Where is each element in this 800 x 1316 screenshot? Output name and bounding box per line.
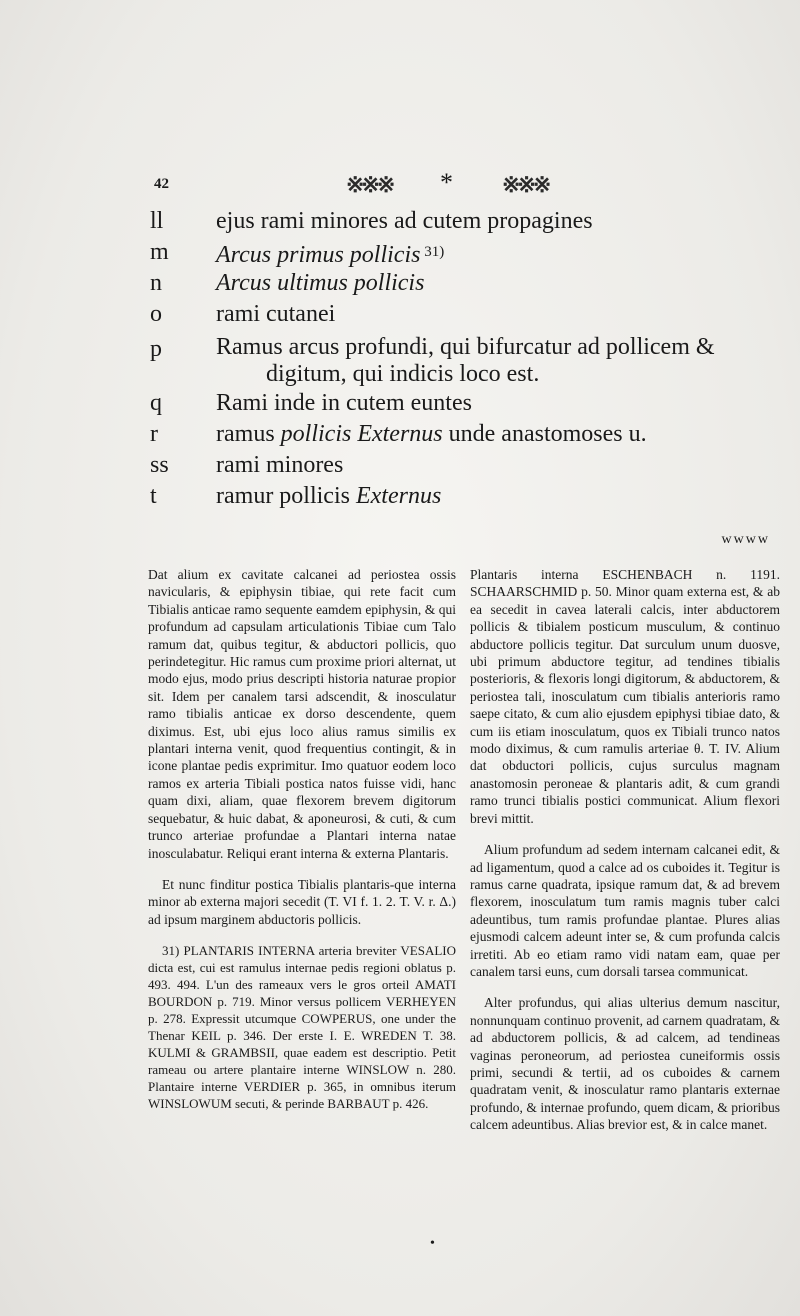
paragraph: Plantaris interna ESCHENBACH n. 1191. SCHAARSCHMID p. 50. Minor quam externa est, & ab ea secedit in cavea laterali calcis, inter abductorem pollicis & tibialem posticum musculum, & continuo abductore pollicis tegitur. Dat surculum unum duosve, ubi primum abductore tegitur, ad tendines tibialis posterioris, & flexoris longi digitorum, & abductorem, & periostea tali, inosculatum cum tibialis anterioris ramo saepe citato, & cum alio ejusdem epiphysi tibiae dato, & cum iis etiam inosculatum, quos ex Tibiali trunco natos modo diximus, & cum ramulis arteriae θ. T. IV. Alium dat obductori pollicis, cujus surculus magnam anastomosin peroneae & plantaris adit, & cum grandi ramo trunci tibialis postici communicat. Alium flexori brevi mittit. — [470, 567, 780, 826]
legend-row — [150, 206, 790, 237]
legend-row — [150, 330, 790, 388]
legend-text: ramus pollicis Externus unde anastomoses u. — [216, 421, 647, 447]
page-number: 42 — [154, 176, 169, 192]
legend-letter: ss — [150, 452, 169, 478]
legend-row — [150, 237, 790, 268]
page-header — [150, 168, 750, 202]
legend-text: Ramus arcus profundi, qui bifurcatur ad pollicem & digitum, qui indicis loco est. — [216, 334, 715, 387]
legend-letter: p — [150, 336, 162, 362]
legend-letter: r — [150, 421, 158, 447]
legend-text: Arcus primus pollicis $^{31)}$ — [216, 242, 445, 268]
ornament-right-icon: ※※※ — [502, 172, 549, 197]
legend-row — [150, 450, 790, 481]
legend-row — [150, 388, 790, 419]
legend-row — [150, 481, 790, 512]
legend-text: Arcus ultimus pollicis — [216, 270, 425, 296]
legend-text: Rami inde in cutem euntes — [216, 390, 472, 416]
catchword: wwww — [721, 532, 770, 547]
paragraph: Et nunc finditur postica Tibialis plantaris-que interna minor ab externa majori secedit (T. VI f. 1. 2. T. V. r. Δ.) ad ipsum marginem abductoris pollicis. — [148, 876, 456, 927]
paragraph: Alter profundus, qui alias ulterius demum nascitur, nonnunquam continuo provenit, ad carnem quadratam, & ad abductorem pollicis, & ad calcem, ad tendineas vaginas peroneorum, ad periostea cuneiformis ossis primi, secundi & tertii, ad os cuboides & carnem quadratam venit, & inosculatur ramo plantaris externae profundo, & internae profundo, quem dicam, & prioribus calcem adeuntibus. Alias brevior est, & in calce manet. — [470, 995, 780, 1133]
right-text-column — [470, 566, 780, 1148]
legend-letter: q — [150, 390, 162, 416]
legend-letter: o — [150, 301, 162, 327]
legend-letter: t — [150, 483, 157, 509]
footnote: 31) PLANTARIS INTERNA arteria breviter VESALIO dicta est, cui est ramulus internae pedis regioni oblatus p. 493. 494. L'un des rameaux vers le gros orteil AMATI BOURDON p. 719. Minor versus pollicem VERHEYEN p. 278. Expressit utcumque COWPERUS, one under the Thenar KEIL p. 346. Der erste I. E. WREDEN T. 38. KULMI & GRAMBSII, quae eadem est descriptio. Petit rameau ou artere plantaire interne WINSLOW n. 280. Plantaire interne VERDIER p. 365, in omnibus iterum WINSLOWUM secuti, & perinde BARBAUT p. 426. — [148, 943, 456, 1112]
legend-row — [150, 419, 790, 450]
paragraph: Dat alium ex cavitate calcanei ad periostea ossis navicularis, & epiphysin tibiae, qui rete facit cum Tibialis anticae ramo sequente eamdem epiphysin, & qui profundum ad capsulam articulationis Tibiae cum Talo ramum dat, quibus tegitur, & abductori pollicis, quo perindetegitur. Hic ramus cum proxime priori alternat, ut modo ejus, modo prius descripti historia naturae propior sit. Idem per canalem tarsi adscendit, & inosculatur ramo tibialis anticae ex dorso descendente, quem diximus. Est, ubi ejus loco alius ramus similis ex plantari interna venit, quod frequentius contingit, & in icone plantae pedis exprimitur. Imo quatuor eodem loco ramos ex arteria Tibiali postica natos fuisse vidi, hanc quam dixi, aliam, quae flexorem brevem digitorum sequebatur, & huic dabat, & aponeurosi, & cuti, & cum trunco arteriae profundae a Plantari interna natae inosculabatur. Reliqui erant interna & externa Plantaris. — [148, 567, 456, 861]
paragraph: Alium profundum ad sedem internam calcanei edit, & ad ligamentum, quod a calce ad os cuboides it. Tegitur is ramus carne quadrata, ipsique ramum dat, & ad brevem flexorem, inosculatum tum ramis magnis tuber calci adeuntibus, tum ramis profundae plantae. Plures alias ejusmodi calcem adeunt inter se, & cum profunda calcis irretiti. Ab eo etiam ramo vidi natam eam, quae per canalem tarsi euns, cum dorsali tarsea communicat. — [470, 842, 780, 979]
legend-letter: m — [150, 239, 169, 265]
legend-row — [150, 299, 790, 330]
legend-text: rami cutanei — [216, 301, 336, 327]
page-dot: • — [430, 1236, 435, 1251]
ornament-left-icon: ※※※ — [346, 172, 393, 197]
legend-text: ramur pollicis Externus — [216, 483, 442, 509]
legend-row — [150, 268, 790, 299]
legend-letter: ll — [150, 208, 164, 234]
asterisk-ornament: * — [440, 168, 453, 197]
left-text-column — [148, 566, 456, 1126]
figure-legend — [150, 206, 790, 512]
legend-text: ejus rami minores ad cutem propagines — [216, 208, 593, 234]
legend-letter: n — [150, 270, 162, 296]
legend-text: rami minores — [216, 452, 344, 478]
